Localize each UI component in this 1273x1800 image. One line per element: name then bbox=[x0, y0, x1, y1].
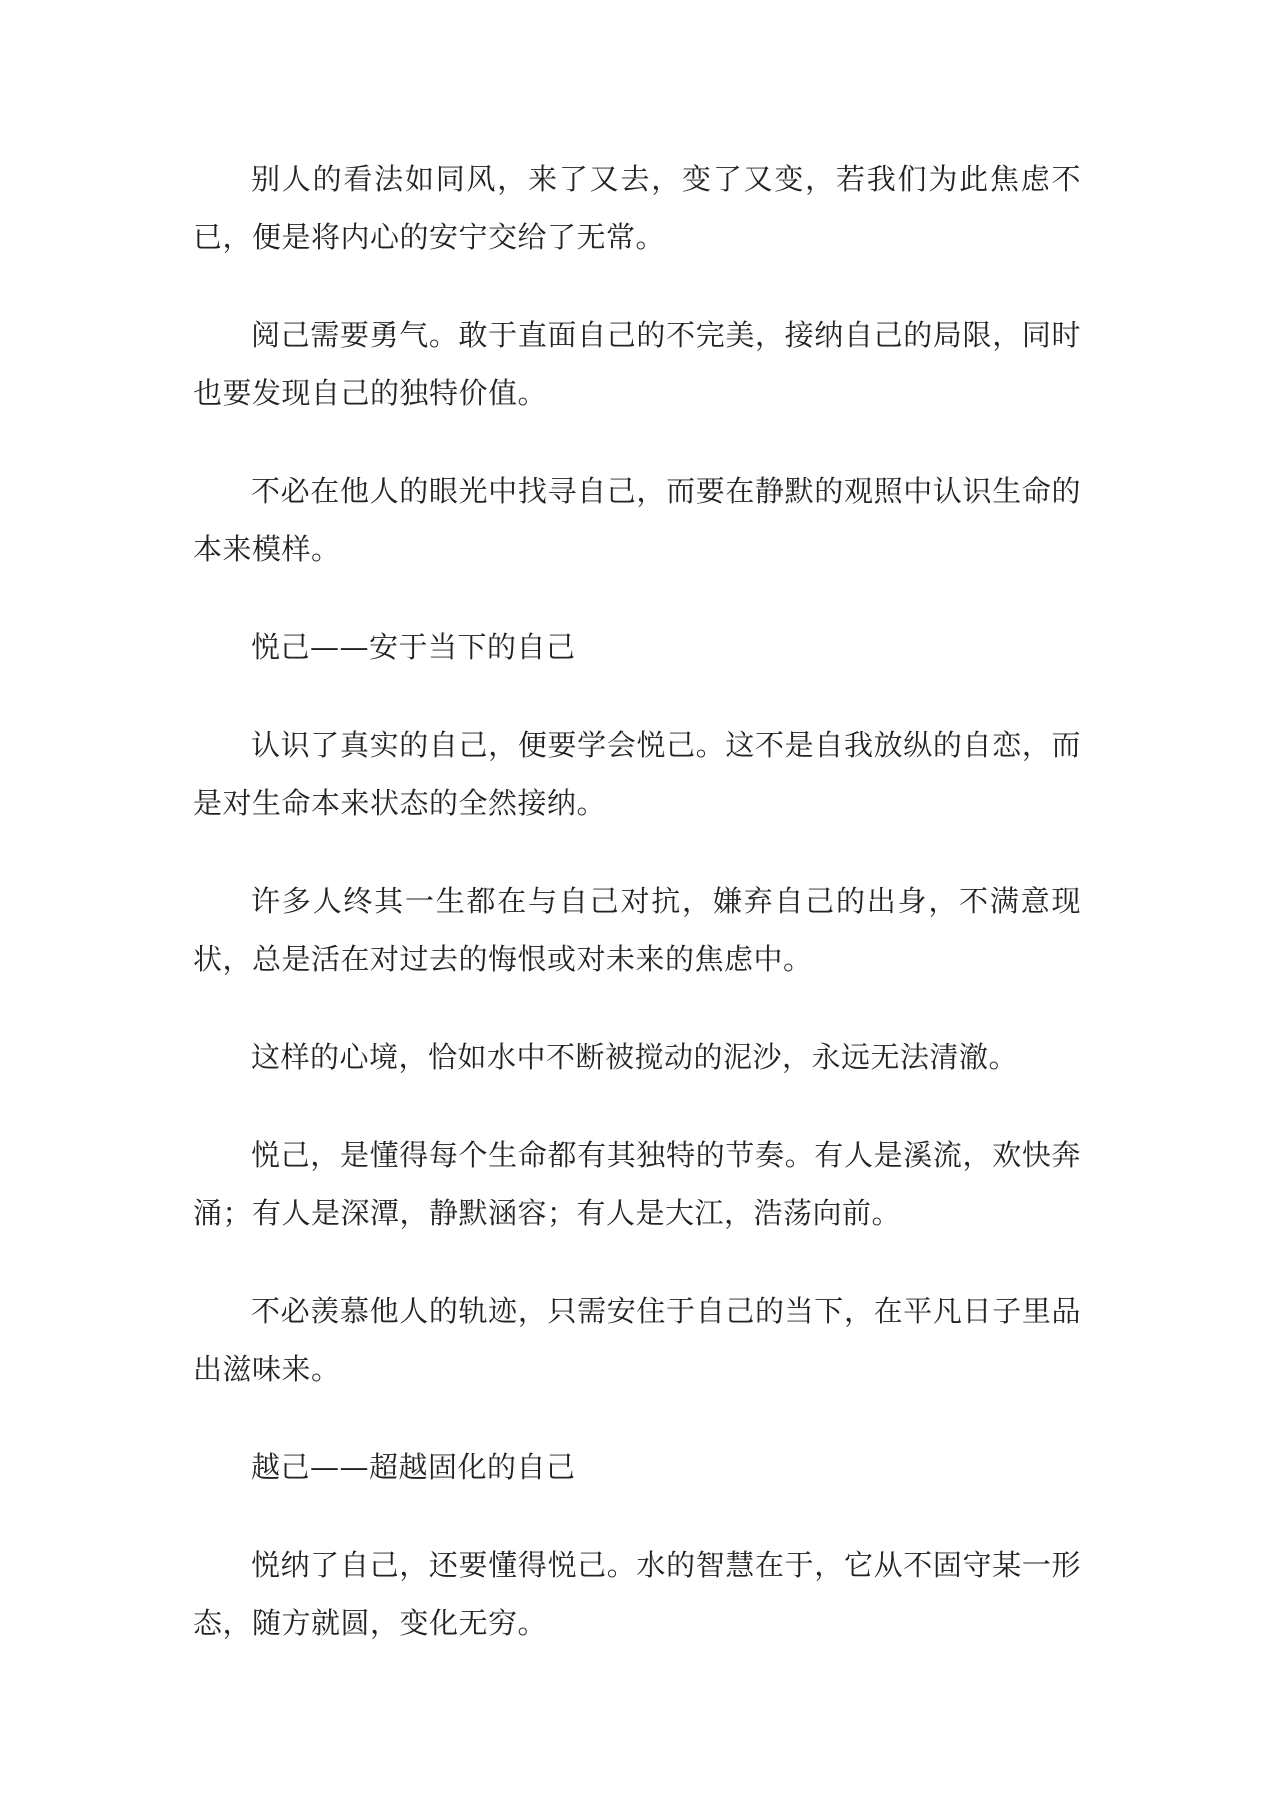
document-body bbox=[193, 150, 1081, 1692]
paragraph: 认识了真实的自己，便要学会悦己。这不是自我放纵的自恋，而是对生命本来状态的全然接纳。 bbox=[193, 728, 1081, 820]
section-heading: 越己——超越固化的自己 bbox=[251, 1450, 576, 1484]
section-heading: 悦己——安于当下的自己 bbox=[251, 630, 576, 664]
paragraph: 这样的心境，恰如水中不断被搅动的泥沙，永远无法清澈。 bbox=[251, 1040, 1019, 1074]
paragraph: 阅己需要勇气。敢于直面自己的不完美，接纳自己的局限，同时也要发现自己的独特价值。 bbox=[193, 318, 1081, 410]
paragraph: 悦纳了自己，还要懂得悦己。水的智慧在于，它从不固守某一形态，随方就圆，变化无穷。 bbox=[193, 1548, 1081, 1640]
paragraph: 不必在他人的眼光中找寻自己，而要在静默的观照中认识生命的本来模样。 bbox=[193, 474, 1081, 566]
paragraph: 不必羡慕他人的轨迹，只需安住于自己的当下，在平凡日子里品出滋味来。 bbox=[193, 1294, 1081, 1386]
paragraph: 许多人终其一生都在与自己对抗，嫌弃自己的出身，不满意现状，总是活在对过去的悔恨或对未来的焦虑中。 bbox=[193, 884, 1081, 976]
paragraph: 悦己，是懂得每个生命都有其独特的节奏。有人是溪流，欢快奔涌；有人是深潭，静默涵容；有人是大江，浩荡向前。 bbox=[193, 1138, 1081, 1230]
paragraph: 别人的看法如同风，来了又去，变了又变，若我们为此焦虑不已，便是将内心的安宁交给了无常。 bbox=[193, 162, 1081, 254]
